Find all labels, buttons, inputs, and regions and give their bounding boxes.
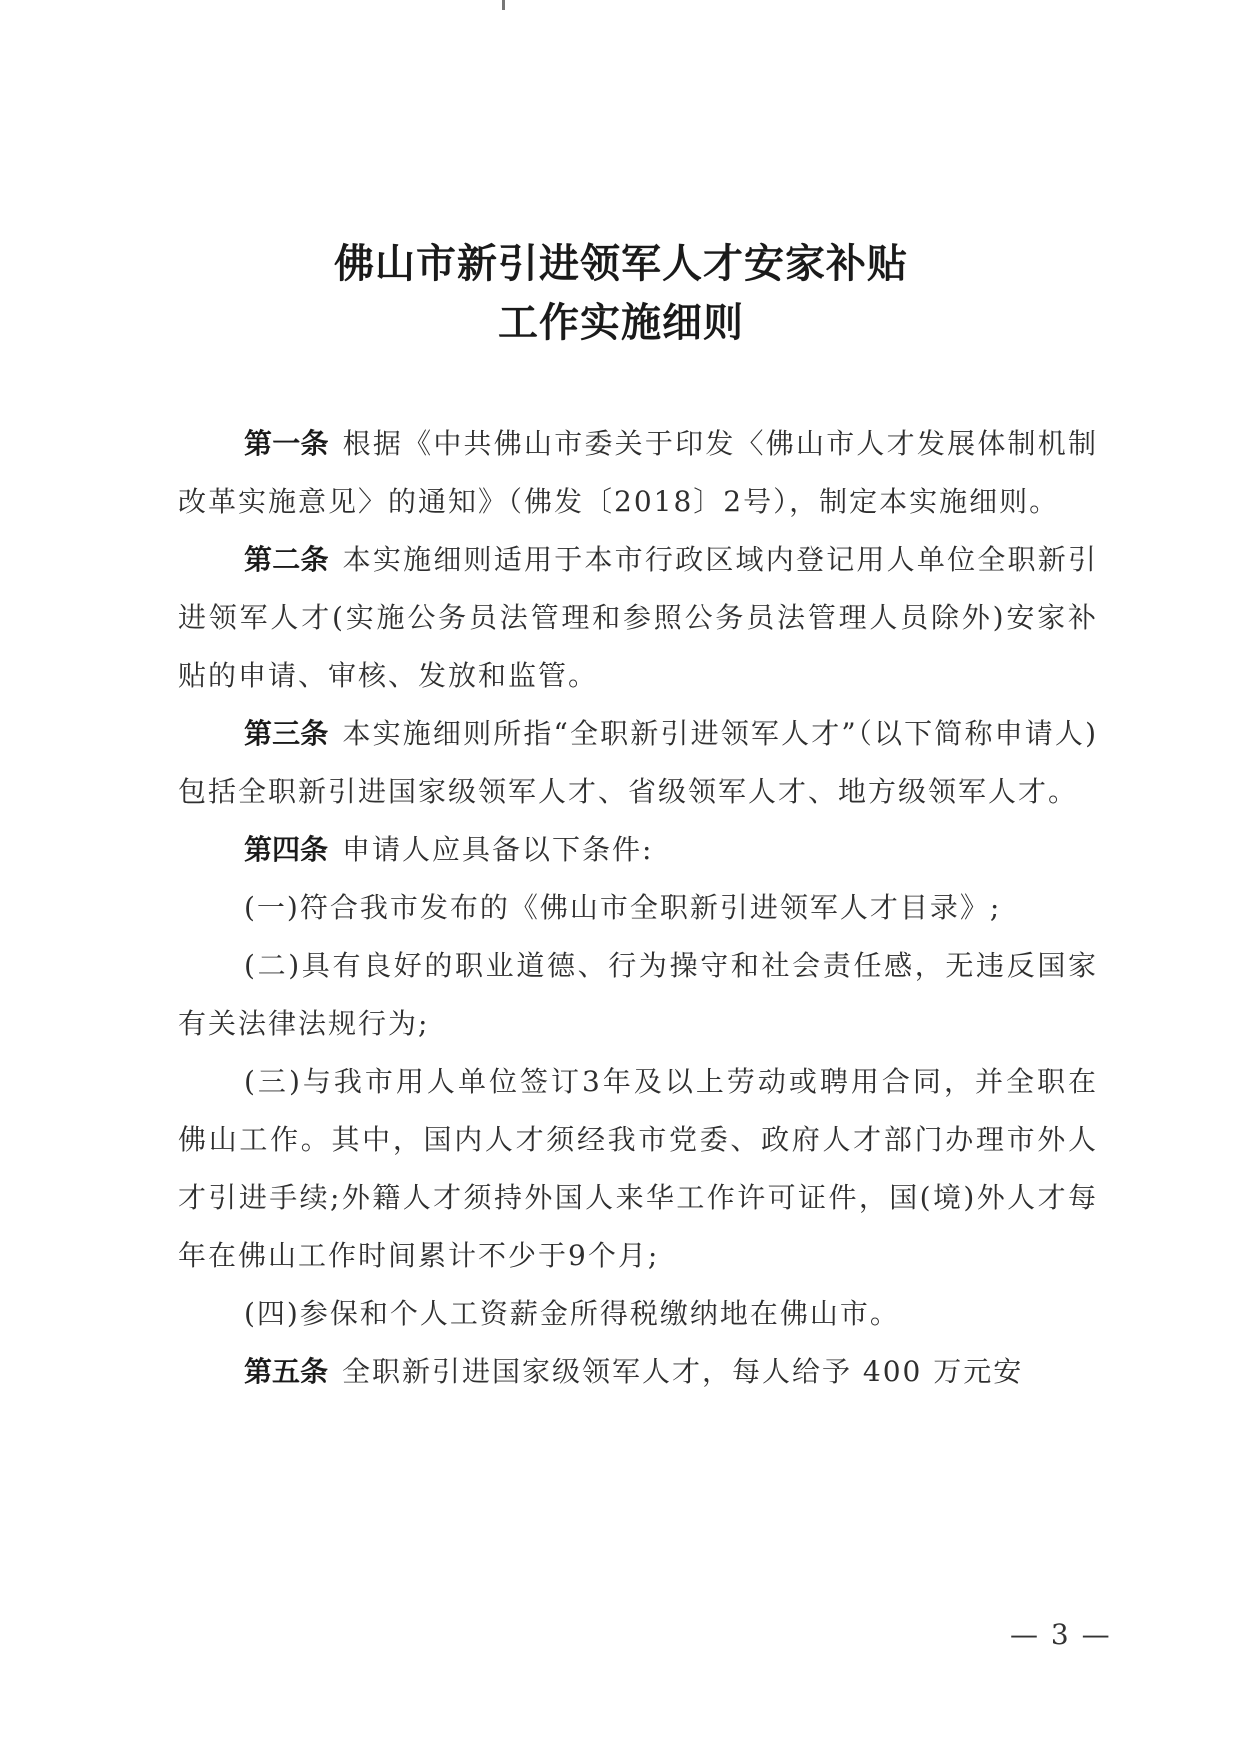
paragraph-article-2: [178, 531, 1098, 705]
paragraph-text: (二)具有良好的职业道德、行为操守和社会责任感，无违反国家有关法律法规行为;: [178, 949, 1098, 1040]
article-label: 第三条: [244, 717, 329, 750]
page-number: — 3 —: [1010, 1618, 1112, 1651]
paragraph-item-4: [178, 1285, 1098, 1343]
paragraph-article-3: [178, 705, 1098, 821]
article-label: 第一条: [244, 427, 329, 460]
paragraph-item-2: [178, 937, 1098, 1053]
paragraph-article-5: [178, 1343, 1098, 1401]
document-title-line1: 佛山市新引进领军人才安家补贴: [334, 240, 908, 287]
paragraph-article-1: [178, 415, 1098, 531]
paragraph-text: 申请人应具备以下条件:: [342, 833, 654, 866]
article-label: 第二条: [244, 543, 329, 576]
scan-mark: [502, 0, 505, 10]
paragraph-text: 全职新引进国家级领军人才，每人给予 400 万元安: [342, 1355, 1024, 1388]
paragraph-text: 本实施细则适用于本市行政区域内登记用人单位全职新引进领军人才(实施公务员法管理和参照公务员法管理人员除外)安家补贴的申请、审核、发放和监管。: [178, 543, 1098, 692]
paragraph-text: 本实施细则所指“全职新引进领军人才”（以下简称申请人)包括全职新引进国家级领军人才、省级领军人才、地方级领军人才。: [178, 717, 1098, 808]
article-label: 第四条: [244, 833, 329, 866]
document-title-line2: 工作实施细则: [498, 299, 744, 346]
paragraph-text: (三)与我市用人单位签订3年及以上劳动或聘用合同，并全职在佛山工作。其中，国内人才须经我市党委、政府人才部门办理市外人才引进手续;外籍人才须持外国人来华工作许可证件，国(境)外人才每年在佛山工作时间累计不少于9个月;: [178, 1065, 1098, 1272]
paragraph-article-4: [178, 821, 1098, 879]
paragraph-text: (四)参保和个人工资薪金所得税缴纳地在佛山市。: [244, 1297, 900, 1330]
document-body: [178, 415, 1098, 1401]
paragraph-text: 根据《中共佛山市委关于印发〈佛山市人才发展体制机制改革实施意见〉的通知》（佛发〔2018〕2号），制定本实施细则。: [178, 427, 1098, 518]
paragraph-item-3: [178, 1053, 1098, 1285]
paragraph-text: (一)符合我市发布的《佛山市全职新引进领军人才目录》;: [244, 891, 1002, 924]
article-label: 第五条: [244, 1355, 329, 1388]
paragraph-item-1: [178, 879, 1098, 937]
